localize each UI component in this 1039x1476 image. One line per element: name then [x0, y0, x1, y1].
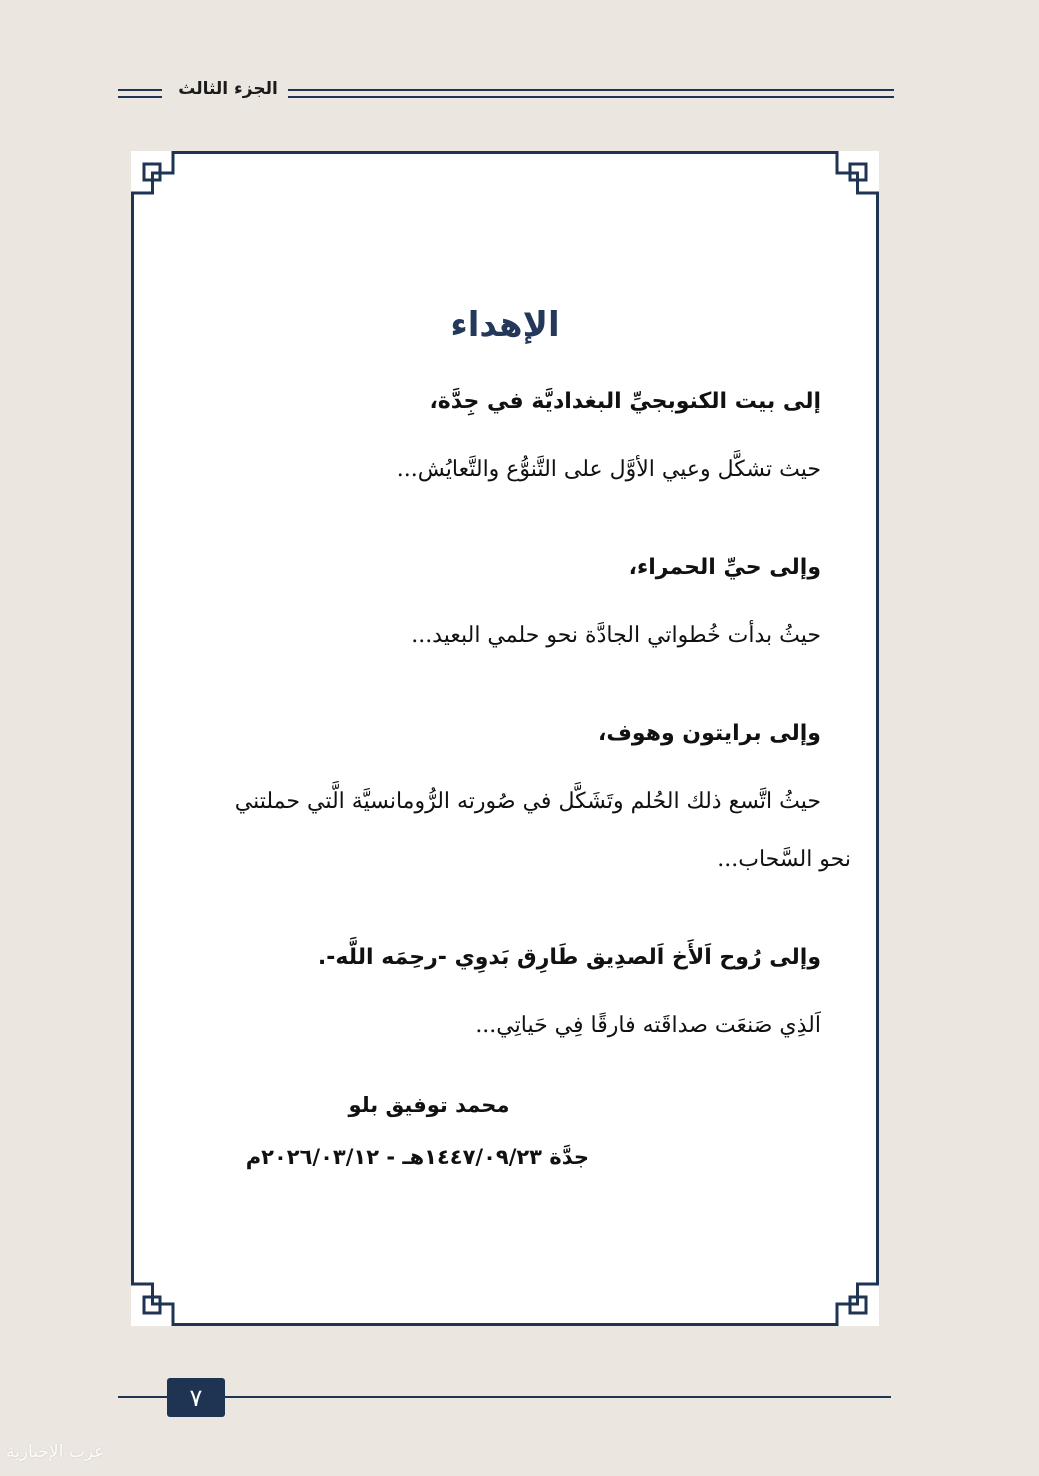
page-number: ٧ — [167, 1378, 225, 1417]
dedication-line: حيثُ بدأت خُطواتي الجادَّة نحو حلمي البعيد... — [411, 623, 821, 648]
dedication-line: إلى بيت الكنوبجيِّ البغداديَّة في جِدَّة، — [429, 389, 821, 414]
dedication-content — [131, 151, 879, 1326]
part-title: الجزء الثالث — [178, 79, 278, 99]
dedication-date: جدَّة ١٤٤٧/٠٩/٢٣هـ - ٢٠٢٦/٠٣/١٢م — [245, 1145, 589, 1169]
dedication-line: اَلذِي صَنعَت صداقَته فارقًا فِي حَياتِي... — [475, 1013, 821, 1038]
dedication-line: حيثُ اتَّسع ذلك الحُلم وتَشَكَّل في صُورته الرُّومانسيَّة الَّتي حملتني — [234, 789, 821, 814]
dedication-line: وإلى حيِّ الحمراء، — [628, 555, 821, 580]
dedication-line: نحو السَّحاب... — [717, 847, 851, 872]
header-rule-right — [288, 89, 894, 98]
header-rule-left — [118, 89, 162, 98]
dedication-frame — [131, 151, 879, 1326]
footer-rule — [118, 1396, 891, 1398]
dedication-line: وإلى رُوح اَلأَخ اَلصدِيق طَارِق بَدوِي -رحِمَه اللَّه-. — [317, 945, 821, 970]
running-header — [118, 80, 894, 106]
author-name: محمد توفيق بلو — [348, 1093, 510, 1117]
dedication-line: حيث تشكَّل وعيي الأوَّل على التَّنوُّع والتَّعايُش... — [396, 457, 821, 482]
watermark: عرب الإخبارية — [6, 1442, 105, 1462]
dedication-title: الإهداء — [450, 305, 560, 345]
dedication-line: وإلى برايتون وهوف، — [598, 721, 821, 746]
